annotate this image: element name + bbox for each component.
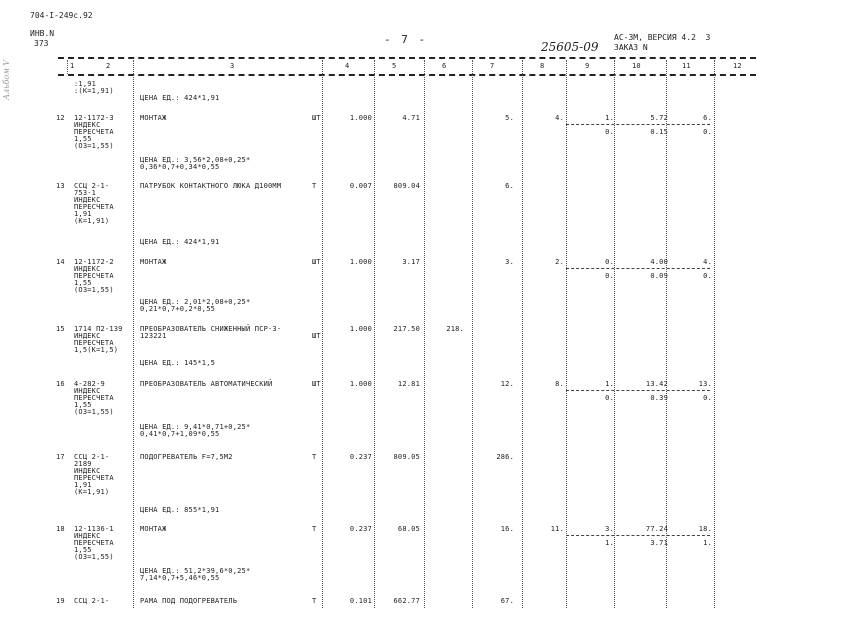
column-separator — [374, 60, 375, 608]
table-cell-col2: ССЦ 2-1- — [74, 453, 110, 461]
table-cell-col1: 12 — [56, 114, 65, 122]
table-cell-col1: 16 — [56, 380, 65, 388]
table-cell-col9: 0. — [605, 128, 614, 136]
table-cell-col10: 13.42 — [645, 380, 668, 388]
handwritten-order-number: 25605-09 — [541, 40, 599, 54]
table-cell-col3: МОНТАЖ — [140, 258, 167, 266]
table-cell-col7: 286. — [496, 453, 514, 461]
table-cell-col3: ЦЕНА ЕД.: 145*1,5 — [140, 359, 216, 367]
page-number: - 7 - — [384, 33, 428, 46]
table-cell-col3: ЦЕНА ЕД.: 855*1,91 — [140, 506, 220, 514]
table-cell-col3: МОНТАЖ — [140, 114, 167, 122]
table-cell-col2: (ОЗ=1,55) — [74, 408, 114, 416]
table-cell-col7: 16. — [500, 525, 514, 533]
table-cell-col11: 6. — [703, 114, 712, 122]
table-cell-col2: 1,55 — [74, 546, 92, 554]
column-separator — [133, 60, 134, 608]
table-cell-col3-unit: Т — [312, 453, 317, 461]
table-cell-col3: ЦЕНА ЕД.: 9,41*0,71+0,25* — [140, 423, 251, 431]
table-cell-col11: 1. — [703, 539, 712, 547]
table-cell-col2: :1,91 — [74, 80, 97, 88]
table-cell-col9: 1. — [605, 539, 614, 547]
column-header: 5 — [392, 62, 397, 70]
table-cell-col3: ПАТРУБОК КОНТАКТНОГО ЛЮКА Д100ММ — [140, 182, 282, 190]
table-cell-col2: ПЕРЕСЧЕТА — [74, 339, 114, 347]
table-cell-col3: ЦЕНА ЕД.: 51,2*39,6*0,25* — [140, 567, 251, 575]
table-cell-col2: ИНДЕКС — [74, 265, 101, 273]
table-cell-col2: ИНДЕКС — [74, 387, 101, 395]
margin-note: Альбом V — [2, 59, 11, 100]
table-cell-col4: 1.000 — [349, 114, 372, 122]
table-cell-col3: 0,21*0,7+0,2*0,55 — [140, 305, 216, 313]
table-cell-col3-unit: ШТ — [312, 258, 321, 266]
table-cell-col4: 0.237 — [349, 453, 372, 461]
table-cell-col2: (К=1,91) — [74, 217, 110, 225]
column-separator — [67, 60, 68, 74]
table-cell-col1: 13 — [56, 182, 65, 190]
table-cell-col5: 217.50 — [393, 325, 420, 333]
column-header: 12 — [733, 62, 742, 70]
table-cell-col3: ЦЕНА ЕД.: 3,56*2,08+0,25* — [140, 156, 251, 164]
table-cell-col7: 5. — [505, 114, 514, 122]
table-cell-col8: 8. — [555, 380, 564, 388]
table-cell-col2: ПЕРЕСЧЕТА — [74, 539, 114, 547]
table-cell-col4: 1.000 — [349, 380, 372, 388]
table-cell-col3: 7,14*0,7+5,46*0,55 — [140, 574, 220, 582]
column-header: 10 — [632, 62, 641, 70]
table-cell-col2: 1,55 — [74, 279, 92, 287]
column-header: 3 — [230, 62, 235, 70]
table-cell-col1: 18 — [56, 525, 65, 533]
table-cell-col2: (ОЗ=1,55) — [74, 142, 114, 150]
table-cell-col5: 3.17 — [402, 258, 420, 266]
inventory-number: 373 — [34, 39, 49, 48]
column-header: 1 — [70, 62, 75, 70]
table-cell-col2: 1,91 — [74, 481, 92, 489]
table-cell-col2: 12-1136-1 — [74, 525, 114, 533]
table-cell-col5: 662.77 — [393, 597, 420, 605]
table-cell-col3: ПОДОГРЕВАТЕЛЬ F=7,5М2 — [140, 453, 233, 461]
table-cell-col2: 4-282-9 — [74, 380, 105, 388]
table-cell-col2: ПЕРЕСЧЕТА — [74, 128, 114, 136]
table-cell-col2: 1714 П2-139 — [74, 325, 123, 333]
table-cell-col9: 1. — [605, 114, 614, 122]
table-cell-col9: 0. — [605, 258, 614, 266]
table-cell-col2: 12-1172-2 — [74, 258, 114, 266]
table-cell-col3: ЦЕНА ЕД.: 424*1,91 — [140, 238, 220, 246]
table-cell-col1: 15 — [56, 325, 65, 333]
table-cell-col2: ПЕРЕСЧЕТА — [74, 203, 114, 211]
table-cell-col11: 4. — [703, 258, 712, 266]
table-cell-col11: 0. — [703, 272, 712, 280]
table-cell-col3-unit: Т — [312, 597, 317, 605]
table-cell-col5: 4.71 — [402, 114, 420, 122]
column-separator — [322, 60, 323, 608]
table-cell-col10: 0.39 — [650, 394, 668, 402]
column-separator — [472, 60, 473, 608]
inventory-label: ИНВ.N — [30, 29, 55, 38]
column-separator — [566, 60, 567, 608]
table-cell-col9: 1. — [605, 380, 614, 388]
doc-code: 704-I-249c.92 — [30, 11, 93, 20]
table-cell-col10: 5.72 — [650, 114, 668, 122]
table-cell-col2: (ОЗ=1,55) — [74, 553, 114, 561]
table-cell-col3-unit: Т — [312, 525, 317, 533]
column-header: 11 — [682, 62, 691, 70]
table-cell-col11: 0. — [703, 128, 712, 136]
table-cell-col4: 1.000 — [349, 325, 372, 333]
table-cell-col3: МОНТАЖ — [140, 525, 167, 533]
table-cell-col11: 18. — [698, 525, 712, 533]
table-cell-col10: 0.15 — [650, 128, 668, 136]
table-cell-col10: 0.09 — [650, 272, 668, 280]
table-cell-col4: 0.237 — [349, 525, 372, 533]
table-cell-col11: 0. — [703, 394, 712, 402]
subtotal-rule — [566, 268, 710, 269]
subtotal-rule — [566, 390, 710, 391]
table-cell-col3: ЦЕНА ЕД.: 424*1,91 — [140, 94, 220, 102]
table-cell-col4: 0.101 — [349, 597, 372, 605]
table-cell-col2: ИНДЕКС — [74, 532, 101, 540]
table-cell-col9: 0. — [605, 394, 614, 402]
column-separator — [614, 60, 615, 608]
table-cell-col2: 1,5(К=1,5) — [74, 346, 119, 354]
table-cell-col2: 1,91 — [74, 210, 92, 218]
table-cell-col3-unit: Т — [312, 182, 317, 190]
table-cell-col9: 3. — [605, 525, 614, 533]
column-header: 4 — [345, 62, 350, 70]
order-label: ЗАКАЗ N — [614, 43, 648, 52]
table-cell-col2: 2189 — [74, 460, 92, 468]
table-cell-col9: 0. — [605, 272, 614, 280]
table-cell-col8: 4. — [555, 114, 564, 122]
table-cell-col3: ЦЕНА ЕД.: 2,01*2,08+0,25* — [140, 298, 251, 306]
table-cell-col3: ПРЕОБРАЗОВАТЕЛЬ АВТОМАТИЧЕСКИЙ — [140, 380, 273, 388]
column-separator — [522, 60, 523, 608]
table-cell-col2: 1,55 — [74, 135, 92, 143]
table-cell-col2: (ОЗ=1,55) — [74, 286, 114, 294]
program-version: АС-ЗМ, ВЕРСИЯ 4.2 3 — [614, 33, 711, 42]
table-cell-col2: 753-1 — [74, 189, 97, 197]
table-cell-col7: 3. — [505, 258, 514, 266]
table-cell-col8: 11. — [550, 525, 564, 533]
table-cell-col6: 218. — [446, 325, 464, 333]
column-separator — [424, 60, 425, 608]
table-cell-col2: ИНДЕКС — [74, 121, 101, 129]
table-cell-col5: 12.81 — [397, 380, 420, 388]
table-cell-col7: 6. — [505, 182, 514, 190]
table-cell-col11: 13. — [698, 380, 712, 388]
table-cell-col2: ИНДЕКС — [74, 196, 101, 204]
table-cell-col5: 809.04 — [393, 182, 420, 190]
table-cell-col1: 14 — [56, 258, 65, 266]
table-cell-col2: 1,55 — [74, 401, 92, 409]
table-cell-col3: 0,41*0,7+1,09*0,55 — [140, 430, 220, 438]
table-cell-col4: 1.000 — [349, 258, 372, 266]
table-cell-col3-unit: ШТ — [312, 332, 321, 340]
table-cell-col2: ИНДЕКС — [74, 332, 101, 340]
table-cell-col10: 3.71 — [650, 539, 668, 547]
table-cell-col2: ПЕРЕСЧЕТА — [74, 272, 114, 280]
table-cell-col2: ИНДЕКС — [74, 467, 101, 475]
table-cell-col2: ПЕРЕСЧЕТА — [74, 394, 114, 402]
table-cell-col2: 12-1172-3 — [74, 114, 114, 122]
column-header: 8 — [540, 62, 545, 70]
table-cell-col3-unit: ШТ — [312, 380, 321, 388]
table-cell-col3: 123221 — [140, 332, 167, 340]
table-cell-col2: ССЦ 2-1- — [74, 597, 110, 605]
subtotal-rule — [566, 124, 710, 125]
table-cell-col5: 68.05 — [397, 525, 420, 533]
table-cell-col4: 0.007 — [349, 182, 372, 190]
table-cell-col7: 12. — [500, 380, 514, 388]
table-cell-col3: 0,36*0,7+0,34*0,55 — [140, 163, 220, 171]
table-cell-col2: ССЦ 2-1- — [74, 182, 110, 190]
table-cell-col1: 19 — [56, 597, 65, 605]
column-separator — [714, 60, 715, 608]
column-header: 6 — [442, 62, 447, 70]
column-header: 9 — [585, 62, 590, 70]
column-header: 7 — [490, 62, 495, 70]
table-cell-col10: 77.24 — [645, 525, 668, 533]
table-cell-col5: 809.05 — [393, 453, 420, 461]
subtotal-rule — [566, 535, 710, 536]
table-cell-col2: (К=1,91) — [74, 488, 110, 496]
table-cell-col2: ПЕРЕСЧЕТА — [74, 474, 114, 482]
table-cell-col3-unit: ШТ — [312, 114, 321, 122]
column-header: 2 — [106, 62, 111, 70]
top-rule — [58, 57, 756, 59]
table-cell-col3: ПРЕОБРАЗОВАТЕЛЬ СНИЖЕННЫЙ ПСР-3- — [140, 325, 282, 333]
table-cell-col10: 4.00 — [650, 258, 668, 266]
table-cell-col2: :(К=1,91) — [74, 87, 114, 95]
table-cell-col7: 67. — [500, 597, 514, 605]
table-cell-col3: РАМА ПОД ПОДОГРЕВАТЕЛЬ — [140, 597, 238, 605]
header-bottom-rule — [58, 74, 756, 76]
table-cell-col1: 17 — [56, 453, 65, 461]
table-cell-col8: 2. — [555, 258, 564, 266]
